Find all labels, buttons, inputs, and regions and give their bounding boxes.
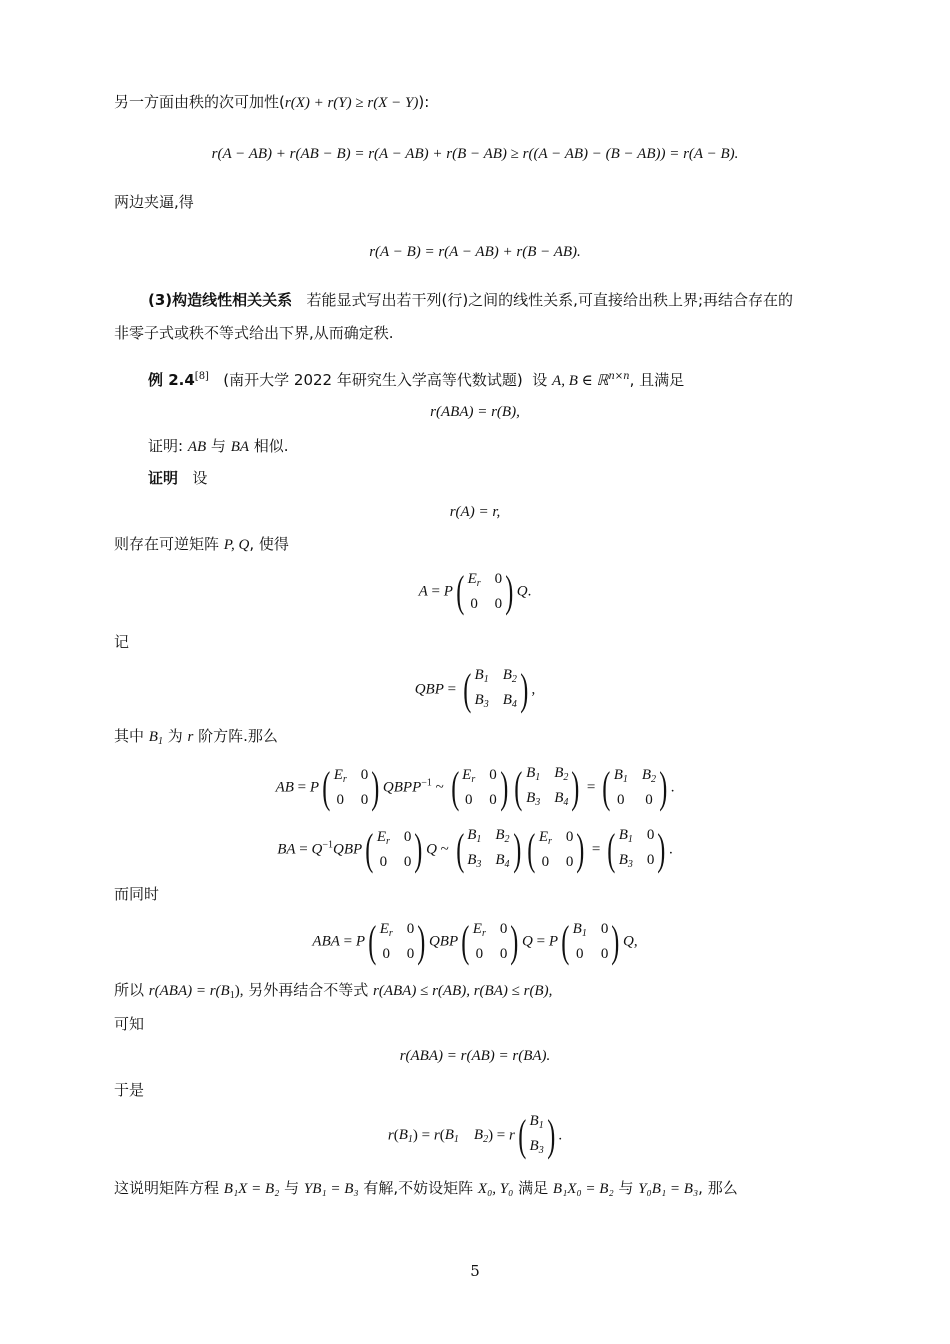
prove-post: 相似. (249, 437, 289, 455)
equation-rank-b1: $r(B_1) = r(B_1$ $B_2) = r$ ( $B_1$ $B_3$ ) . (387, 1111, 563, 1160)
prove-ab: AB (187, 439, 207, 455)
example-heading (148, 367, 684, 391)
last-mid-2: 有解,不妨设矩阵 (358, 1179, 478, 1197)
equation-rank-result: r(A − B) = r(A − AB) + r(B − AB). (369, 244, 581, 260)
prove-ba: BA (230, 439, 250, 455)
paragraph-linear-relation-1 (148, 290, 793, 310)
so-math-1b: ), (234, 983, 244, 999)
line-where: 其中 $B_1$ 为 r 阶方阵.那么 (114, 727, 278, 747)
example-cond-math: A, B ∈ ℝ (552, 373, 609, 389)
exist-post: , 使得 (249, 535, 289, 553)
line-meanwhile: 而同时 (114, 885, 160, 903)
so-math-2: r(ABA) ≤ r(AB), r(BA) ≤ r(B), (373, 983, 553, 999)
where-r: r (187, 729, 194, 745)
equation-a-decomposition: A = P ( $E_r$ 0 0 0 ) Q. (418, 567, 532, 616)
where-pre: 其中 (114, 727, 149, 745)
prove-mid: 与 (206, 437, 231, 455)
example-reference: [8] (194, 371, 209, 382)
example-label: 例 2.4 (148, 371, 195, 389)
page-number: 5 (470, 1262, 480, 1280)
so-pre: 所以 (114, 981, 149, 999)
exist-math: P, Q (223, 537, 250, 553)
last-mid-1: 与 (279, 1179, 304, 1197)
line-denote: 记 (114, 633, 130, 651)
example-cond-post: , 且满足 (629, 371, 685, 389)
last-mid-4: 与 (613, 1179, 639, 1197)
last-post: , 那么 (698, 1179, 738, 1197)
line-hence: 于是 (114, 1081, 145, 1099)
last-pre: 这说明矩阵方程 (114, 1179, 224, 1197)
line-squeeze: 两边夹逼,得 (114, 193, 194, 211)
math-subadditivity: r(X) + r(Y) ≥ r(X − Y) (284, 95, 419, 111)
last-math-1: B₁X = B₂ (223, 1181, 280, 1197)
last-math-4: B₁X₀ = B₂ (552, 1181, 614, 1197)
paragraph-linear-relation-2: 非零子式或秩不等式给出下界,从而确定秩. (114, 324, 394, 342)
line-matrix-equation (114, 1178, 738, 1199)
line-exist (114, 534, 289, 555)
where-mid: 为 (162, 727, 188, 745)
equation-qbp-block: QBP = ( $B_1$ $B_2$ $B_3$ $B_4$ ) , (414, 665, 536, 714)
equation-ab-similar: AB = P ( $E_r$ 0 0 0 ) $QBPP^{-1}$ ~ ( $E_r$ 0 0 0 ) ( $B_1$ $B_2$ $B_3$ $B_4$ ) = ( $B_1$ $B_2$ 0 0 ) . (275, 763, 675, 812)
prove-pre: 证明: (148, 437, 188, 455)
last-math-2: YB₁ = B₃ (303, 1181, 359, 1197)
where-post: 阶方阵.那么 (193, 727, 278, 745)
line-subadditivity (114, 92, 429, 113)
text-subadditivity-end: ): (418, 93, 430, 111)
equation-aba: ABA = P ( $E_r$ 0 0 0 ) QBP ( $E_r$ 0 0 0 ) Q = P ( $B_1$ 0 0 0 ) Q, (312, 917, 638, 966)
equation-ba-similar: BA = $Q^{-1}QBP$ ( $E_r$ 0 0 0 ) Q ~ ( $B_1$ $B_2$ $B_3$ $B_4$ ) ( $E_r$ 0 0 0 ) = ( $B_1$ 0 $B_3$ 0 ) . (277, 825, 673, 874)
so-math-1: r(ABA) = r(B (148, 983, 230, 999)
example-cond-pre: 设 (532, 371, 553, 389)
equation-rank-equal: r(ABA) = r(AB) = r(BA). (399, 1048, 551, 1064)
line-therefore: 所以 $r(ABA) = r(B_1)$, 另外再结合不等式 r(ABA) ≤ r(AB), r(BA) ≤ r(B), (114, 981, 553, 1001)
proof-set: 设 (192, 469, 208, 487)
section-heading-3: (3)构造线性相关关系 (148, 291, 293, 309)
line-proof-start (148, 468, 207, 488)
line-to-prove (148, 436, 289, 457)
paragraph-body-1: 若能显式写出若干列(行)之间的线性关系,可直接给出秩上界;再结合存在的 (306, 291, 793, 309)
line-known: 可知 (114, 1015, 145, 1033)
example-source: (南开大学 2022 年研究生入学高等代数试题) (223, 371, 523, 389)
last-mid-3: 满足 (513, 1179, 553, 1197)
example-cond-sup: n×n (608, 371, 630, 382)
proof-label: 证明 (148, 469, 179, 487)
text-subadditivity: 另一方面由秩的次可加性( (114, 93, 285, 111)
equation-condition: r(ABA) = r(B), (430, 404, 520, 420)
equation-rank-sum: r(A − AB) + r(AB − B) = r(A − AB) + r(B − AB) ≥ r((A − AB) − (B − AB)) = r(A − B). (211, 146, 739, 162)
last-math-3: X₀, Y₀ (477, 1181, 514, 1197)
exist-pre: 则存在可逆矩阵 (114, 535, 224, 553)
last-math-5: Y₀B₁ = B₃ (638, 1181, 699, 1197)
equation-rank-a: r(A) = r, (449, 504, 501, 520)
so-mid: 另外再结合不等式 (243, 981, 374, 999)
